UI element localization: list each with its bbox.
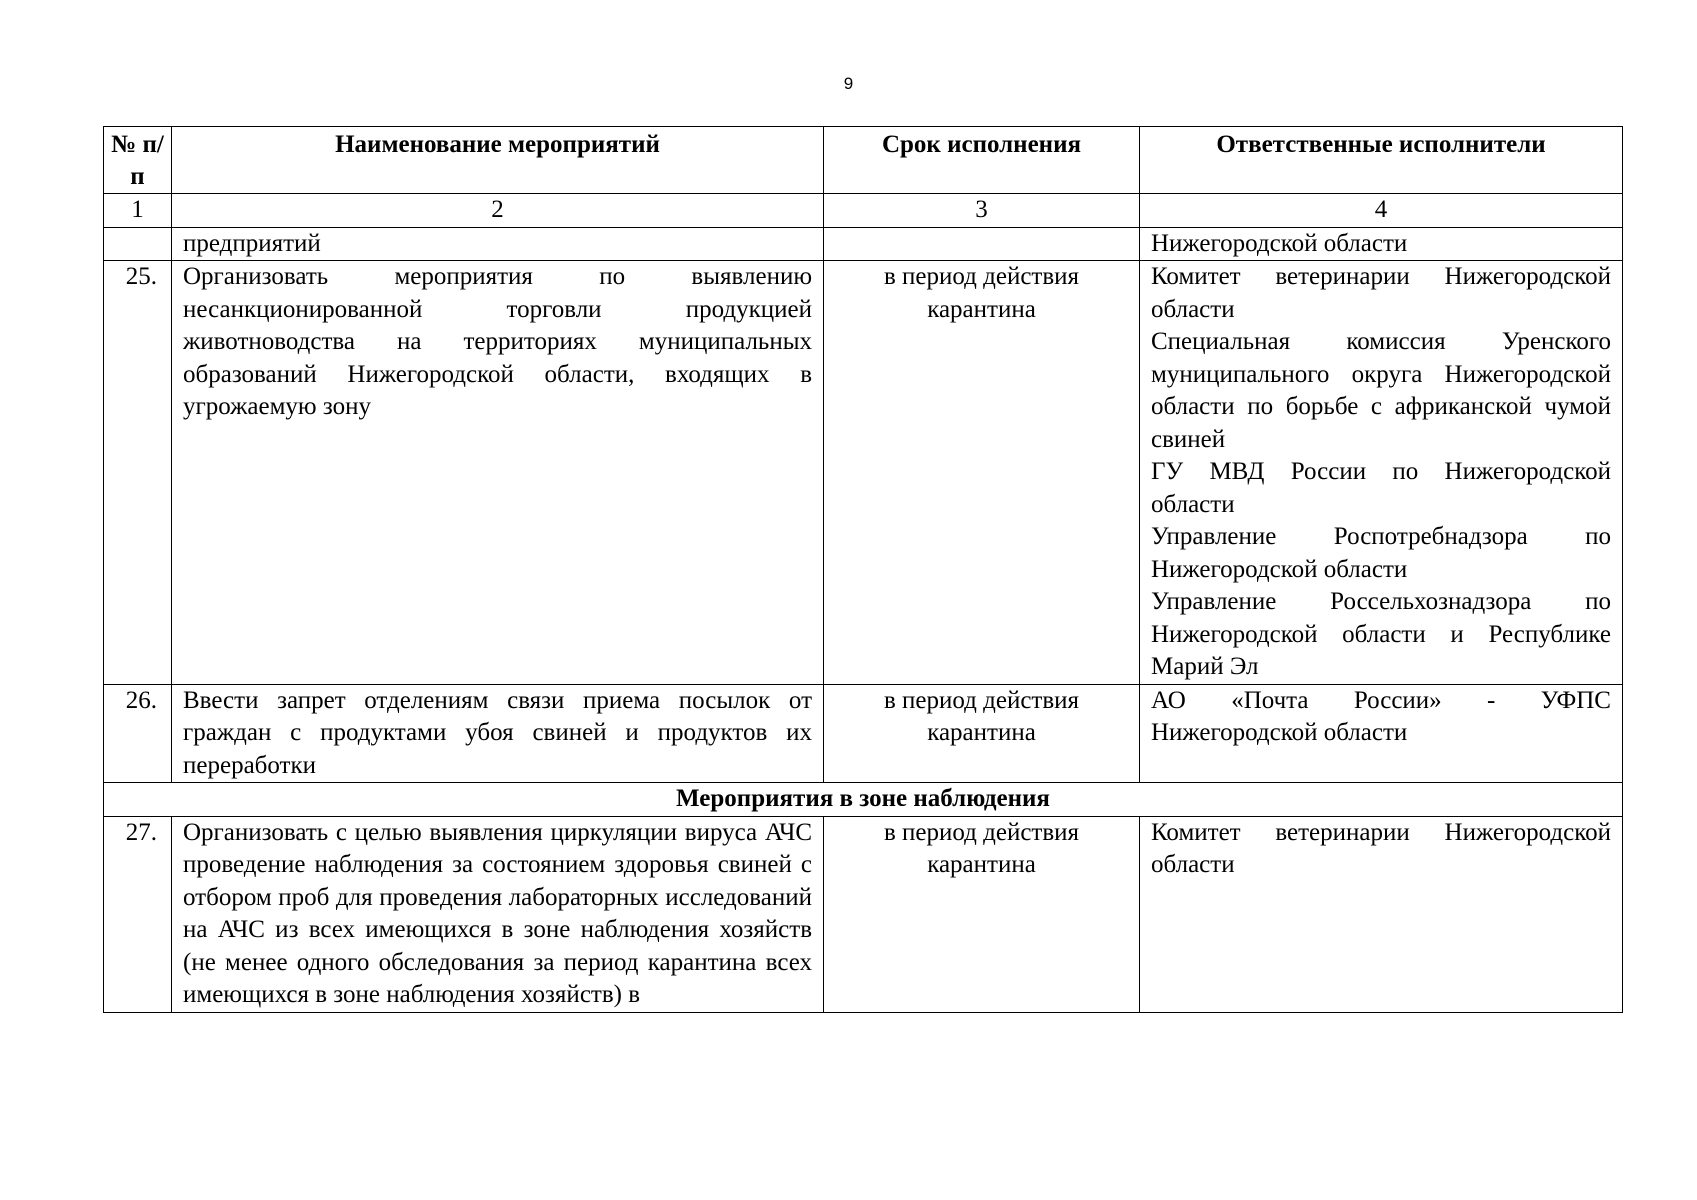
deadline: в период действия карантина bbox=[824, 816, 1140, 1012]
row-number bbox=[104, 227, 172, 261]
measure-name: предприятий bbox=[172, 227, 824, 261]
responsible-list bbox=[1140, 684, 1623, 783]
measures-table bbox=[103, 126, 1623, 1013]
responsible-item: Специальная комиссия Уренского муниципального округа Нижегородской области по борьбе с африканской чумой свиней bbox=[1151, 328, 1611, 453]
row-number: 25. bbox=[104, 261, 172, 685]
header-responsible: Ответственные исполнители bbox=[1140, 127, 1623, 194]
column-number: 2 bbox=[172, 194, 824, 228]
header-num: № п/п bbox=[104, 127, 172, 194]
deadline: в период действия карантина bbox=[824, 684, 1140, 783]
row-number: 26. bbox=[104, 684, 172, 783]
table-row bbox=[104, 227, 1623, 261]
section-row bbox=[104, 783, 1623, 817]
responsible-list bbox=[1140, 816, 1623, 1012]
table-row bbox=[104, 261, 1623, 685]
responsible: Нижегородской области bbox=[1140, 227, 1623, 261]
row-number: 27. bbox=[104, 816, 172, 1012]
responsible-item: ГУ МВД России по Нижегородской области bbox=[1151, 458, 1611, 518]
measure-name: Организовать мероприятия по выявлению несанкционированной торговли продукцией животноводства на территориях муниципальных образований Нижегородской области, входящих в угрожаемую зону bbox=[172, 261, 824, 685]
responsible-item: Комитет ветеринарии Нижегородской области bbox=[1151, 263, 1611, 323]
responsible-list bbox=[1140, 261, 1623, 685]
responsible-item: Управление Роспотребнадзора по Нижегородской области bbox=[1151, 523, 1611, 583]
table-header-row bbox=[104, 127, 1623, 194]
header-deadline: Срок исполнения bbox=[824, 127, 1140, 194]
table-row bbox=[104, 816, 1623, 1012]
deadline bbox=[824, 227, 1140, 261]
column-numbers-row bbox=[104, 194, 1623, 228]
responsible-item: Комитет ветеринарии Нижегородской области bbox=[1151, 818, 1611, 878]
responsible-item: АО «Почта России» - УФПС Нижегородской области bbox=[1151, 686, 1611, 746]
column-number: 3 bbox=[824, 194, 1140, 228]
column-number: 1 bbox=[104, 194, 172, 228]
header-name: Наименование мероприятий bbox=[172, 127, 824, 194]
measure-name: Ввести запрет отделениям связи приема посылок от граждан с продуктами убоя свиней и продуктов их переработки bbox=[172, 684, 824, 783]
page-number: 9 bbox=[843, 74, 854, 93]
column-number: 4 bbox=[1140, 194, 1623, 228]
responsible-item: Управление Россельхознадзора по Нижегородской области и Республике Марий Эл bbox=[1151, 588, 1611, 680]
section-title: Мероприятия в зоне наблюдения bbox=[104, 783, 1623, 817]
measure-name: Организовать с целью выявления циркуляции вируса АЧС проведение наблюдения за состоянием здоровья свиней с отбором проб для проведения лабораторных исследований на АЧС из всех имеющихся в зоне наблюдения хозяйств (не менее одного обследования за период карантина всех имеющихся в зоне наблюдения хозяйств) в bbox=[172, 816, 824, 1012]
deadline: в период действия карантина bbox=[824, 261, 1140, 685]
table-row bbox=[104, 684, 1623, 783]
